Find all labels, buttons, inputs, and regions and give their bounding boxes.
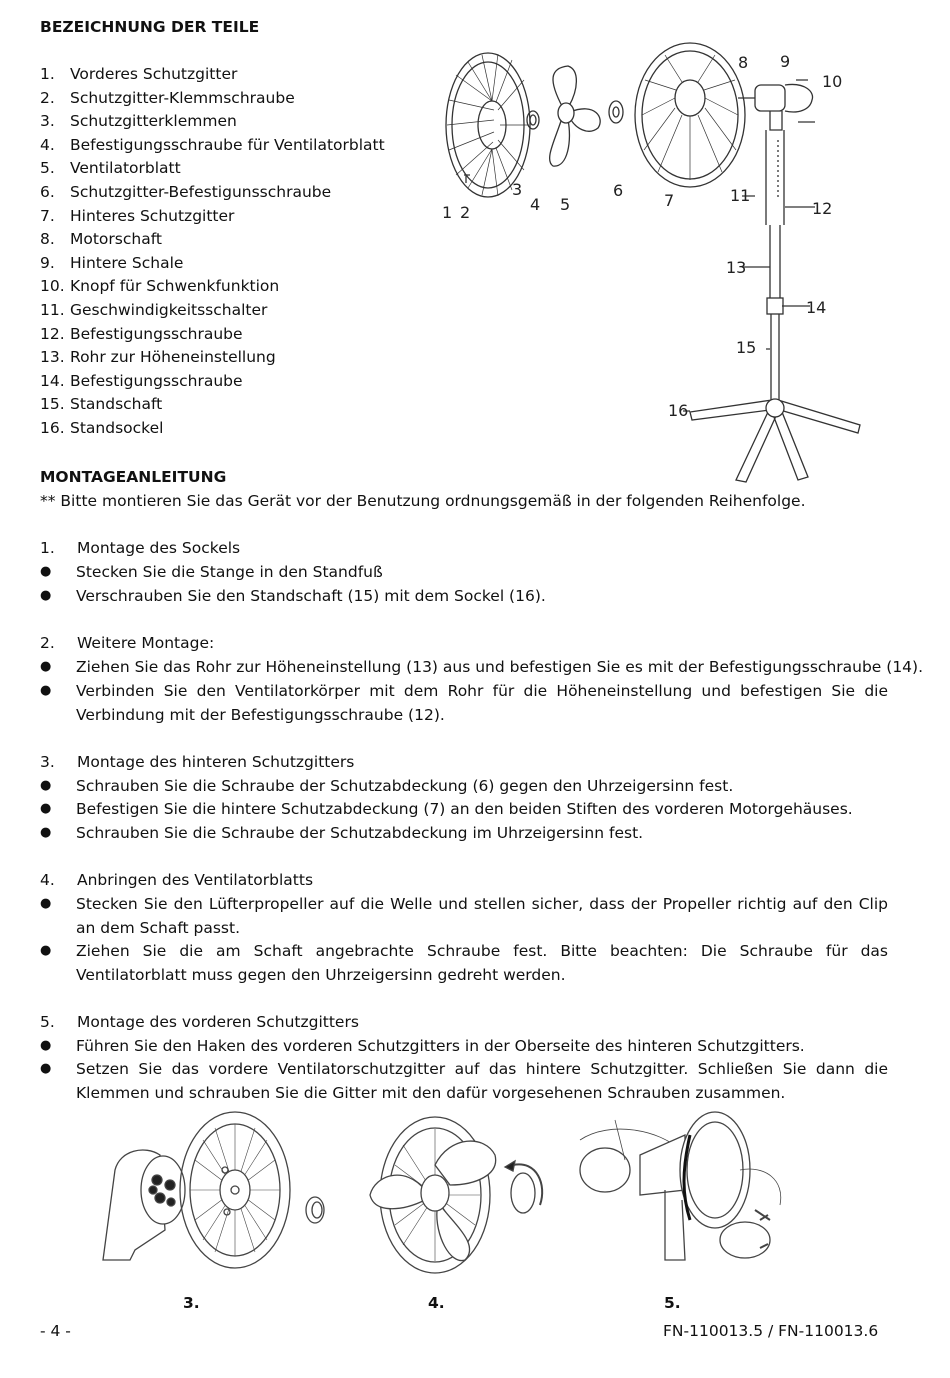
list-item: ● Verschrauben Sie den Standschaft (15) mit dem Sockel (16). xyxy=(40,587,546,605)
list-item: ● Stecken Sie die Stange in den Standfuß xyxy=(40,563,383,581)
figure-step-4 xyxy=(355,1105,555,1300)
exploded-fan-diagram xyxy=(420,40,920,490)
list-item: ● Verbinden Sie den Ventilatorkörper mit dem Rohr für die Höheneinstellung und befestigen Sie die Verbindung mit der Befestigungsschraube (12). xyxy=(40,682,888,724)
callout: 6 xyxy=(613,181,624,200)
callout: 1 xyxy=(442,203,453,222)
step-heading: 5. Montage des vorderen Schutzgitters xyxy=(40,1013,359,1031)
list-item: ● Schrauben Sie die Schraube der Schutzabdeckung im Uhrzeigersinn fest. xyxy=(40,824,644,842)
figure-step-3 xyxy=(95,1110,345,1300)
callout: 3 xyxy=(512,180,523,199)
stand-pole-illustration xyxy=(766,130,784,400)
model-number: FN-110013.5 / FN-110013.6 xyxy=(663,1322,879,1340)
callout: 14 xyxy=(806,298,827,317)
callout: 16 xyxy=(668,401,689,420)
callout: 7 xyxy=(664,191,675,210)
callout: 9 xyxy=(780,52,791,71)
figure-caption: 5. xyxy=(664,1294,681,1312)
callout: 11 xyxy=(730,186,751,205)
step-heading: 1. Montage des Sockels xyxy=(40,539,241,557)
step-heading: 4. Anbringen des Ventilatorblatts xyxy=(40,871,314,889)
front-grille-illustration xyxy=(446,53,530,197)
rear-grille-illustration xyxy=(635,43,745,187)
stand-base-illustration xyxy=(690,399,860,482)
step-heading: 3. Montage des hinteren Schutzgitters xyxy=(40,753,355,771)
assembly-intro: ** Bitte montieren Sie das Gerät vor der Benutzung ordnungsgemäß in der folgenden Reihenfolge. xyxy=(40,492,806,510)
callout: 4 xyxy=(530,195,541,214)
page-number: - 4 - xyxy=(40,1322,71,1340)
list-item: ● Ziehen Sie die am Schaft angebrachte Schraube fest. Bitte beachten: Die Schraube für das Ventilatorblatt muss gegen den Uhrzeigersinn gedreht werden. xyxy=(40,942,888,984)
callout: 8 xyxy=(738,53,749,72)
list-item: ● Setzen Sie das vordere Ventilatorschutzgitter auf das hintere Schutzgitter. Schließen Sie dann die Klemmen und schrauben Sie die Gitter mit den dafür vorgesehenen Schrauben zusammen. xyxy=(40,1060,888,1102)
fan-blade-illustration xyxy=(550,66,601,166)
figure-caption: 3. xyxy=(183,1294,200,1312)
figure-caption: 4. xyxy=(428,1294,445,1312)
step-heading: 2. Weitere Montage: xyxy=(40,634,215,652)
callout: 10 xyxy=(822,72,843,91)
list-item: ● Stecken Sie den Lüfterpropeller auf die Welle und stellen sicher, dass der Propeller richtig auf den Clip an dem Schaft passt. xyxy=(40,895,888,937)
figure-step-5 xyxy=(570,1110,810,1290)
list-item: ● Befestigen Sie die hintere Schutzabdeckung (7) an den beiden Stiften des vorderen Motorgehäuses. xyxy=(40,800,853,818)
callout: 5 xyxy=(560,195,571,214)
callout: 13 xyxy=(726,258,747,277)
assembly-title: MONTAGEANLEITUNG xyxy=(40,468,227,486)
parts-title: BEZEICHNUNG DER TEILE xyxy=(40,18,260,36)
motor-illustration xyxy=(738,84,813,130)
callout: 12 xyxy=(812,199,833,218)
callout: 2 xyxy=(460,203,471,222)
list-item: ● Führen Sie den Haken des vorderen Schutzgitters in der Oberseite des hinteren Schutzgitters. xyxy=(40,1037,805,1055)
list-item: ● Ziehen Sie das Rohr zur Höheneinstellung (13) aus und befestigen Sie es mit der Befestigungsschraube (14). xyxy=(40,658,924,676)
list-item: ● Schrauben Sie die Schraube der Schutzabdeckung (6) gegen den Uhrzeigersinn fest. xyxy=(40,777,734,795)
parts-list: 1. Vorderes Schutzgitter 2. Schutzgitter-Klemmschraube 3. Schutzgitterklemmen 4. Befestigungsschraube für Ventilatorblatt 5. Ventilatorblatt 6. Schutzgitter-Befestigunsschraube 7. Hinteres Schutzgitter 8. Motorschaft 9. Hintere Schale 10. Knopf für Schwenkfunktion 11. Geschwindigkeitsschalter 12. Befestigungsschraube 13. Rohr zur Höheneinstellung 14. Befestigungsschraube 15. Standschaft 16. Standsockel xyxy=(40,65,385,437)
callout: 15 xyxy=(736,338,757,357)
